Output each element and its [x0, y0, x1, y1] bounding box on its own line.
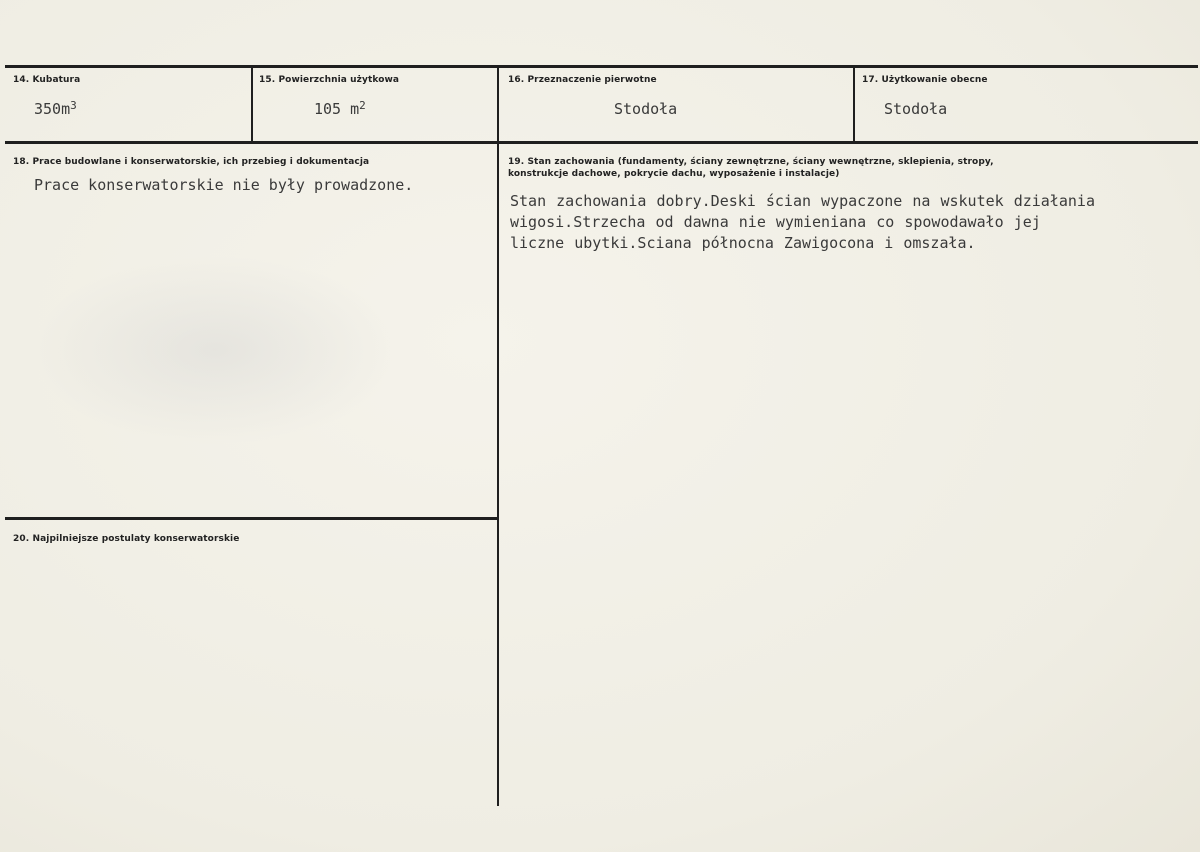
divider-16-17	[853, 66, 855, 142]
field-14-value: $350m^3$	[34, 99, 77, 118]
left-section-rule	[5, 517, 498, 520]
field-19-line-3: liczne ubytki.Sciana północna Zawigocona i omszała.	[510, 234, 976, 252]
field-20-label: 20. Najpilniejsze postulaty konserwatorskie	[13, 534, 240, 544]
field-17-label: 17. Użytkowanie obecne	[862, 75, 988, 85]
field-17-value: Stodoła	[884, 100, 948, 118]
field-19-line-1: Stan zachowania dobry.Deski ścian wypaczone na wskutek działania	[510, 192, 1095, 210]
field-14-label: 14. Kubatura	[13, 75, 81, 85]
field-15-value: 105 $m^2$	[314, 99, 366, 118]
top-rule	[5, 65, 1198, 68]
field-18-value: Prace konserwatorskie nie były prowadzone.	[34, 176, 414, 194]
paper-smudge	[30, 255, 400, 445]
divider-14-15	[251, 66, 253, 142]
field-18-label: 18. Prace budowlane i konserwatorskie, ich przebieg i dokumentacja	[13, 157, 370, 167]
field-19-value	[510, 191, 1150, 254]
field-19-line-2: wigosi.Strzecha od dawna nie wymieniana co spowodawało jej	[510, 213, 1041, 231]
field-19-label: 19. Stan zachowania (fundamenty, ściany zewnętrzne, ściany wewnętrzne, sklepienia, stropy, konstrukcje dachowe, pokrycie dachu, wyposażenie i instalacje)	[508, 157, 994, 179]
field-16-value: Stodoła	[614, 100, 678, 118]
main-vertical-divider	[497, 66, 499, 806]
row-divider-rule	[5, 141, 1198, 144]
field-15-label: 15. Powierzchnia użytkowa	[259, 75, 400, 85]
field-16-label: 16. Przeznaczenie pierwotne	[508, 75, 657, 85]
